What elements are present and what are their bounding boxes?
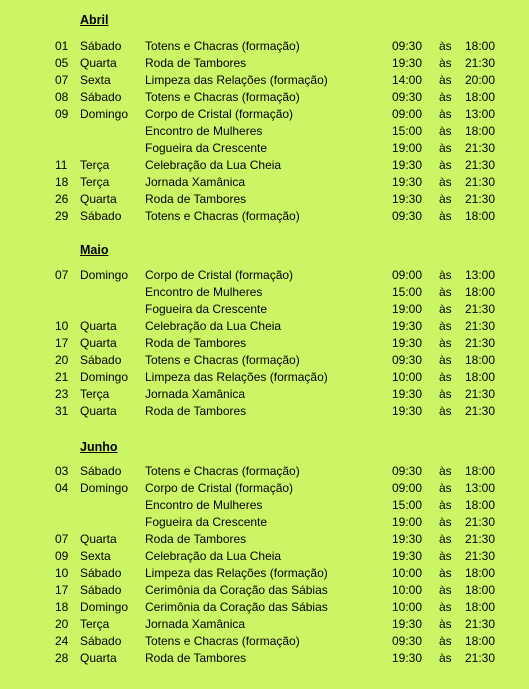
event-weekday: Terça [80,617,110,631]
event-row [0,267,529,284]
event-start-time: 19:30 [392,404,423,418]
event-activity: Roda de Tambores [145,532,247,546]
event-start-time: 09:30 [392,634,423,648]
event-time-separator: às [439,634,452,648]
event-row [0,208,529,225]
event-end-time: 18:00 [465,209,496,223]
event-time-separator: às [439,387,452,401]
event-end-time: 21:30 [465,515,496,529]
event-row [0,463,529,480]
event-day: 21 [55,370,69,384]
event-row [0,106,529,123]
event-day: 07 [55,268,69,282]
event-row [0,38,529,55]
event-weekday: Sexta [80,549,111,563]
event-time-separator: às [439,583,452,597]
event-day: 23 [55,387,69,401]
event-activity: Jornada Xamânica [145,175,246,189]
event-time-separator: às [439,90,452,104]
event-row [0,480,529,497]
event-weekday: Quarta [80,404,117,418]
event-time-separator: às [439,600,452,614]
event-weekday: Sábado [80,566,122,580]
month-title: Abril [80,13,109,27]
event-activity: Totens e Chacras (formação) [145,39,300,53]
event-activity: Encontro de Mulheres [145,498,263,512]
event-end-time: 18:00 [465,600,496,614]
event-row [0,616,529,633]
event-end-time: 21:30 [465,336,496,350]
event-end-time: 18:00 [465,353,496,367]
event-activity: Jornada Xamânica [145,387,246,401]
event-activity: Fogueira da Crescente [145,515,268,529]
event-row [0,497,529,514]
event-day: 10 [55,566,69,580]
event-time-separator: às [439,481,452,495]
event-activity: Roda de Tambores [145,651,247,665]
event-weekday: Quarta [80,336,117,350]
event-start-time: 19:30 [392,617,423,631]
event-activity: Corpo de Cristal (formação) [145,481,294,495]
event-end-time: 21:30 [465,617,496,631]
event-day: 26 [55,192,69,206]
event-time-separator: às [439,549,452,563]
event-time-separator: às [439,532,452,546]
event-time-separator: às [439,192,452,206]
month-title: Maio [80,243,109,257]
event-start-time: 19:30 [392,192,423,206]
event-end-time: 21:30 [465,387,496,401]
event-day: 18 [55,600,69,614]
event-activity: Limpeza das Relações (formação) [145,566,328,580]
event-day: 08 [55,90,69,104]
event-time-separator: às [439,302,452,316]
event-time-separator: às [439,39,452,53]
event-start-time: 19:30 [392,336,423,350]
event-start-time: 09:30 [392,39,423,53]
event-row [0,301,529,318]
event-day: 10 [55,319,69,333]
event-end-time: 21:30 [465,302,496,316]
event-weekday: Terça [80,158,110,172]
event-end-time: 13:00 [465,107,496,121]
event-start-time: 19:30 [392,319,423,333]
event-activity: Encontro de Mulheres [145,124,263,138]
event-time-separator: às [439,124,452,138]
event-start-time: 10:00 [392,583,423,597]
event-day: 09 [55,549,69,563]
event-start-time: 10:00 [392,600,423,614]
event-row [0,582,529,599]
event-time-separator: às [439,617,452,631]
event-activity: Limpeza das Relações (formação) [145,370,328,384]
event-row [0,548,529,565]
event-activity: Roda de Tambores [145,336,247,350]
event-day: 20 [55,617,69,631]
event-end-time: 21:30 [465,175,496,189]
event-start-time: 10:00 [392,370,423,384]
event-weekday: Terça [80,387,110,401]
event-end-time: 21:30 [465,56,496,70]
event-activity: Jornada Xamânica [145,617,246,631]
event-start-time: 09:00 [392,107,423,121]
event-day: 31 [55,404,69,418]
event-time-separator: às [439,651,452,665]
event-activity: Fogueira da Crescente [145,302,268,316]
event-row [0,403,529,420]
event-row [0,191,529,208]
event-start-time: 09:30 [392,464,423,478]
event-activity: Celebração da Lua Cheia [145,319,282,333]
event-end-time: 18:00 [465,90,496,104]
event-activity: Totens e Chacras (formação) [145,353,300,367]
event-weekday: Quarta [80,651,117,665]
event-weekday: Domingo [80,600,129,614]
event-start-time: 19:30 [392,651,423,665]
event-weekday: Sábado [80,209,122,223]
event-day: 18 [55,175,69,189]
event-start-time: 09:30 [392,90,423,104]
event-day: 28 [55,651,69,665]
event-row [0,284,529,301]
event-time-separator: às [439,175,452,189]
event-day: 29 [55,209,69,223]
event-row [0,72,529,89]
event-end-time: 21:30 [465,319,496,333]
event-start-time: 19:00 [392,141,423,155]
event-end-time: 18:00 [465,498,496,512]
event-weekday: Terça [80,175,110,189]
event-row [0,633,529,650]
event-row [0,157,529,174]
event-row [0,352,529,369]
event-activity: Celebração da Lua Cheia [145,549,282,563]
event-end-time: 18:00 [465,566,496,580]
event-day: 01 [55,39,69,53]
event-time-separator: às [439,107,452,121]
event-weekday: Quarta [80,192,117,206]
event-start-time: 19:30 [392,175,423,189]
event-row [0,386,529,403]
event-start-time: 09:00 [392,481,423,495]
event-weekday: Sábado [80,583,122,597]
event-start-time: 09:30 [392,353,423,367]
event-weekday: Sábado [80,39,122,53]
event-row [0,599,529,616]
event-time-separator: às [439,370,452,384]
event-day: 20 [55,353,69,367]
event-day: 07 [55,73,69,87]
event-start-time: 14:00 [392,73,423,87]
event-end-time: 21:30 [465,404,496,418]
event-end-time: 21:30 [465,651,496,665]
event-activity: Encontro de Mulheres [145,285,263,299]
event-day: 07 [55,532,69,546]
event-end-time: 18:00 [465,634,496,648]
event-end-time: 18:00 [465,39,496,53]
event-weekday: Quarta [80,532,117,546]
event-activity: Fogueira da Crescente [145,141,268,155]
event-day: 17 [55,583,69,597]
event-activity: Cerimônia da Coração das Sábias [145,600,328,614]
event-end-time: 18:00 [465,124,496,138]
event-time-separator: às [439,209,452,223]
event-weekday: Sexta [80,73,111,87]
event-weekday: Sábado [80,634,122,648]
event-start-time: 19:30 [392,549,423,563]
event-activity: Totens e Chacras (formação) [145,634,300,648]
event-day: 17 [55,336,69,350]
event-row [0,565,529,582]
event-start-time: 09:00 [392,268,423,282]
event-time-separator: às [439,319,452,333]
event-end-time: 21:30 [465,158,496,172]
event-row [0,174,529,191]
event-weekday: Domingo [80,268,129,282]
event-time-separator: às [439,56,452,70]
event-weekday: Sábado [80,90,122,104]
event-time-separator: às [439,404,452,418]
event-start-time: 19:30 [392,56,423,70]
event-row [0,89,529,106]
event-row [0,335,529,352]
event-time-separator: às [439,566,452,580]
event-end-time: 18:00 [465,583,496,597]
event-day: 04 [55,481,69,495]
event-start-time: 09:30 [392,209,423,223]
event-start-time: 15:00 [392,498,423,512]
event-day: 09 [55,107,69,121]
event-weekday: Domingo [80,107,129,121]
event-start-time: 15:00 [392,124,423,138]
event-row [0,140,529,157]
event-end-time: 21:30 [465,192,496,206]
event-row [0,123,529,140]
event-weekday: Sábado [80,353,122,367]
event-activity: Roda de Tambores [145,192,247,206]
event-end-time: 21:30 [465,549,496,563]
event-activity: Corpo de Cristal (formação) [145,107,294,121]
event-start-time: 10:00 [392,566,423,580]
event-time-separator: às [439,73,452,87]
event-activity: Roda de Tambores [145,404,247,418]
event-activity: Celebração da Lua Cheia [145,158,282,172]
event-activity: Roda de Tambores [145,56,247,70]
event-row [0,55,529,72]
event-weekday: Domingo [80,481,129,495]
event-end-time: 21:30 [465,532,496,546]
event-activity: Totens e Chacras (formação) [145,464,300,478]
event-start-time: 19:30 [392,387,423,401]
event-weekday: Sábado [80,464,122,478]
event-day: 24 [55,634,69,648]
event-start-time: 19:00 [392,515,423,529]
event-activity: Cerimônia da Coração das Sábias [145,583,328,597]
event-time-separator: às [439,336,452,350]
event-weekday: Quarta [80,56,117,70]
event-time-separator: às [439,515,452,529]
event-weekday: Quarta [80,319,117,333]
event-end-time: 13:00 [465,481,496,495]
event-weekday: Domingo [80,370,129,384]
event-row [0,531,529,548]
event-end-time: 18:00 [465,285,496,299]
event-start-time: 19:30 [392,532,423,546]
event-time-separator: às [439,498,452,512]
month-title: Junho [80,440,118,454]
event-row [0,514,529,531]
event-day: 03 [55,464,69,478]
event-row [0,650,529,667]
event-end-time: 18:00 [465,370,496,384]
event-day: 05 [55,56,69,70]
event-end-time: 21:30 [465,141,496,155]
event-time-separator: às [439,464,452,478]
event-time-separator: às [439,158,452,172]
event-end-time: 18:00 [465,464,496,478]
event-activity: Totens e Chacras (formação) [145,209,300,223]
event-time-separator: às [439,141,452,155]
event-start-time: 19:00 [392,302,423,316]
event-time-separator: às [439,285,452,299]
event-start-time: 15:00 [392,285,423,299]
event-activity: Limpeza das Relações (formação) [145,73,328,87]
event-end-time: 20:00 [465,73,496,87]
event-row [0,318,529,335]
event-activity: Totens e Chacras (formação) [145,90,300,104]
event-activity: Corpo de Cristal (formação) [145,268,294,282]
event-row [0,369,529,386]
event-time-separator: às [439,353,452,367]
event-day: 11 [55,158,68,172]
event-end-time: 13:00 [465,268,496,282]
event-start-time: 19:30 [392,158,423,172]
event-time-separator: às [439,268,452,282]
